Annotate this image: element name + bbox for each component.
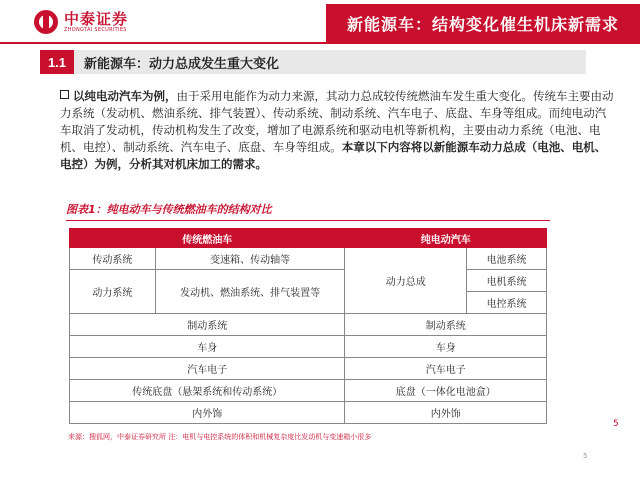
paragraph-body: 由于采用电能作为动力来源，其动力总成较传统燃油车发生重大变化。传统车主要由动力系统（发动机、燃油系统、排气装置）、传动系统、制动系统、汽车电子、底盘、车身等组成。而纯电动汽车取消了发动机，传动机构发生了改变，增加了电源系统和驱动电机等新机构，主要由动力系统（电池、电机、电控）、制动系统、汽车电子、底盘、车身等组成。 <box>60 89 614 154</box>
table-row <box>70 248 547 270</box>
table-cell: 电池系统 <box>467 248 547 270</box>
header-divider <box>0 42 640 44</box>
table-cell: 变速箱、传动轴等 <box>155 248 345 270</box>
table-cell-powertrain: 动力总成 <box>345 248 467 314</box>
paragraph-lead: 以纯电动汽车为例， <box>73 89 177 103</box>
page-number-small: 5 <box>583 452 588 460</box>
logo-cn-text: 中泰证券 <box>64 9 129 28</box>
company-logo <box>34 10 128 34</box>
source-note: 来源：搜狐网，中泰证券研究所 注：电机与电控系统的体积和机械复杂度比发动机与变速箱小很多 <box>68 433 372 441</box>
table-cell: 传动系统 <box>70 248 156 270</box>
table-cell: 电机系统 <box>467 270 547 292</box>
table-cell: 汽车电子 <box>345 358 547 380</box>
table-cell: 电控系统 <box>467 292 547 314</box>
bullet-square-icon <box>60 90 69 99</box>
header-ev: 纯电动汽车 <box>345 229 547 248</box>
table-row <box>70 336 547 358</box>
table-cell: 发动机、燃油系统、排气装置等 <box>155 270 345 314</box>
table-row <box>70 314 547 336</box>
table-header-row <box>70 229 547 248</box>
section-title: 新能源车：动力总成发生重大变化 <box>84 56 280 72</box>
table-cell: 动力系统 <box>70 270 156 314</box>
top-bar <box>0 0 640 46</box>
comparison-table <box>69 228 547 424</box>
table-cell: 车身 <box>70 336 345 358</box>
figure-title: 图表1：纯电动车与传统燃油车的结构对比 <box>66 201 550 221</box>
table-row <box>70 358 547 380</box>
paragraph-emphasis: 本章以下内容将以新能源车动力总成（电池、电机、电控）为例，分析其对机床加工的需求。 <box>60 140 607 171</box>
table-cell: 车身 <box>345 336 547 358</box>
logo-en-text: ZHONGTAI SECURITIES <box>64 26 127 33</box>
logo-icon <box>34 10 58 34</box>
table-cell: 内外饰 <box>345 402 547 424</box>
slide-title: 新能源车：结构变化催生机床新需求 <box>326 4 640 42</box>
table-cell: 制动系统 <box>70 314 345 336</box>
table-cell: 制动系统 <box>345 314 547 336</box>
table-row <box>70 380 547 402</box>
table-cell: 底盘（一体化电池盒） <box>345 380 547 402</box>
page-number: 5 <box>613 419 619 429</box>
section-number: 1.1 <box>40 50 74 74</box>
table-row <box>70 270 547 292</box>
table-cell: 汽车电子 <box>70 358 345 380</box>
body-paragraph <box>60 88 616 173</box>
table-cell: 传统底盘（悬架系统和传动系统） <box>70 380 345 402</box>
table-cell: 内外饰 <box>70 402 345 424</box>
table-row <box>70 402 547 424</box>
header-traditional: 传统燃油车 <box>70 229 345 248</box>
section-heading <box>40 50 586 74</box>
